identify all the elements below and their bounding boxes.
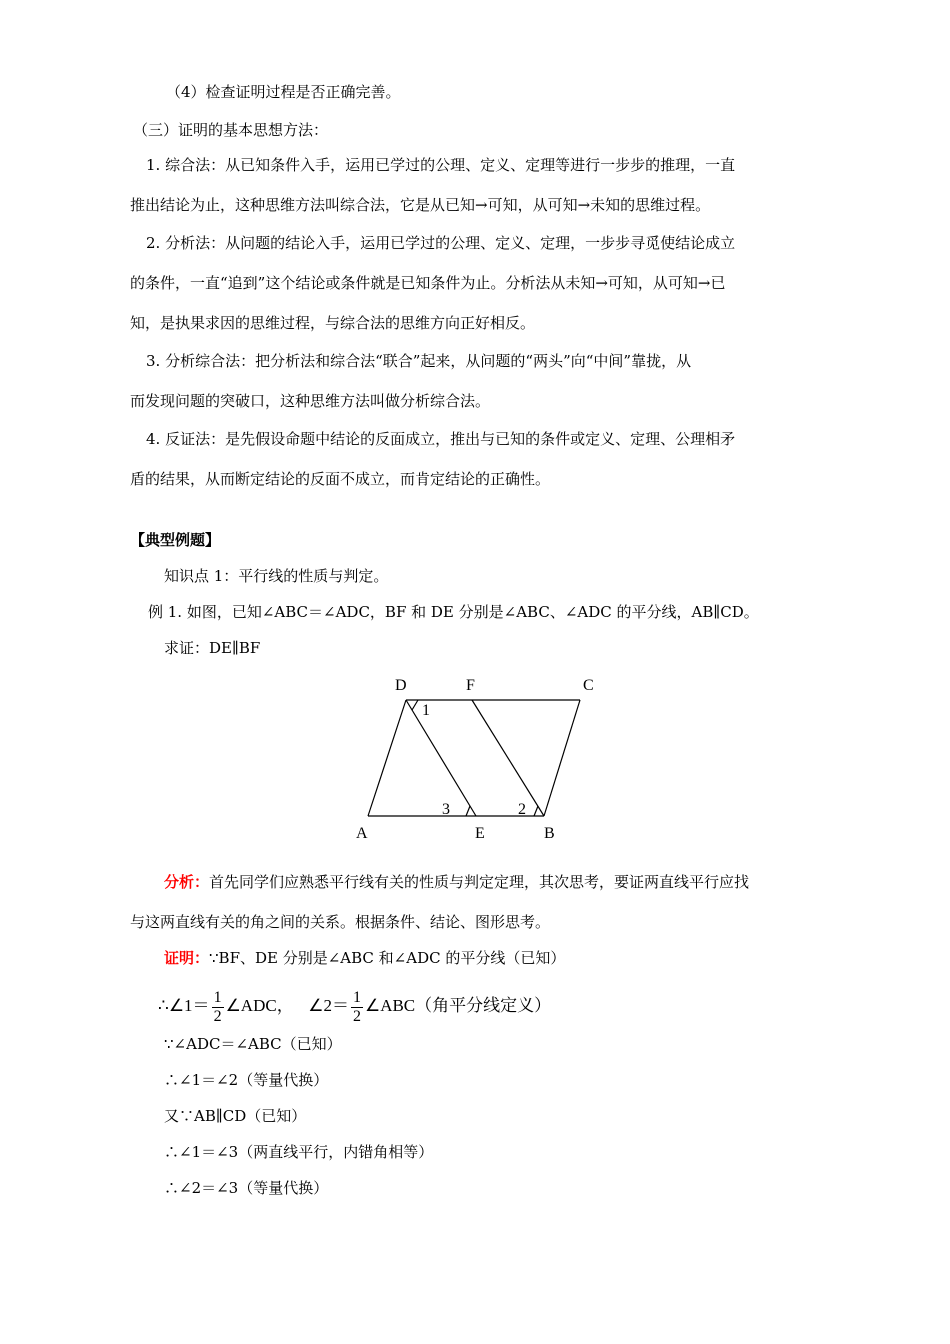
label-E: E bbox=[475, 825, 485, 842]
proof-line-3: ∵∠ADC＝∠ABC（已知） bbox=[164, 1035, 342, 1053]
label-A: A bbox=[356, 825, 368, 842]
example-1-statement: 例 1. 如图，已知∠ABC＝∠ADC，BF 和 DE 分别是∠ABC、∠ADC 的平分线，AB∥CD。 bbox=[148, 603, 759, 621]
proof-frac-pre-1: ∴∠1＝ bbox=[158, 996, 210, 1015]
label-B: B bbox=[544, 825, 555, 842]
method-3-line-1: 3. 分析综合法：把分析法和综合法“联合”起来，从问题的“两头”向“中间”靠拢，从 bbox=[146, 352, 692, 370]
segment-BC bbox=[544, 700, 580, 816]
proof-line-6: ∴∠1＝∠3（两直线平行，内错角相等） bbox=[164, 1143, 434, 1161]
proof-line-1 bbox=[164, 948, 565, 968]
fraction-numerator-1: 1 bbox=[213, 988, 222, 1006]
method-4-line-1: 4. 反证法：是先假设命题中结论的反面成立，推出与已知的条件或定义、定理、公理相矛 bbox=[146, 430, 736, 448]
method-1-line-2: 推出结论为止，这种思维方法叫综合法，它是从已知→可知，从可知→未知的思维过程。 bbox=[130, 196, 711, 214]
analysis-line-1 bbox=[164, 872, 749, 892]
proof-label: 证明： bbox=[164, 949, 210, 967]
proof-line-5: 又∵AB∥CD（已知） bbox=[164, 1107, 307, 1125]
fraction-denominator-2: 2 bbox=[352, 1007, 361, 1025]
label-angle-1: 1 bbox=[422, 702, 430, 719]
analysis-line-2: 与这两直线有关的角之间的关系。根据条件、结论、图形思考。 bbox=[130, 913, 551, 931]
proof-line-2 bbox=[158, 986, 551, 1026]
method-3-line-2: 而发现问题的突破口，这种思维方法叫做分析综合法。 bbox=[130, 392, 491, 410]
proof-text-1: ∵BF、DE 分别是∠ABC 和∠ADC 的平分线（已知） bbox=[209, 949, 566, 967]
parallelogram-figure bbox=[340, 668, 620, 848]
label-D: D bbox=[395, 677, 407, 694]
proof-line-7: ∴∠2＝∠3（等量代换） bbox=[164, 1179, 329, 1197]
label-angle-2: 2 bbox=[518, 801, 526, 818]
angle-2-arc bbox=[534, 806, 538, 816]
knowledge-point: 知识点 1：平行线的性质与判定。 bbox=[164, 567, 389, 585]
method-2-line-2: 的条件，一直“追到”这个结论或条件就是已知条件为止。分析法从未知→可知，从可知→已 bbox=[130, 274, 726, 292]
angle-3-arc bbox=[466, 806, 470, 816]
proof-frac-post-2: ∠ABC（角平分线定义） bbox=[364, 996, 552, 1015]
label-C: C bbox=[583, 677, 594, 694]
fraction-half-2 bbox=[351, 989, 363, 1026]
angle-1-arc bbox=[412, 700, 418, 710]
method-4-line-2: 盾的结果，从而断定结论的反面不成立，而肯定结论的正确性。 bbox=[130, 470, 551, 488]
proof-frac-post-1: ∠ADC， bbox=[225, 996, 294, 1015]
segment-AD bbox=[368, 700, 406, 816]
examples-heading: 【典型例题】 bbox=[130, 531, 221, 549]
label-angle-3: 3 bbox=[442, 801, 450, 818]
step-4: （4）检查证明过程是否正确完善。 bbox=[166, 83, 401, 101]
proof-line-4: ∴∠1＝∠2（等量代换） bbox=[164, 1071, 329, 1089]
segment-FB bbox=[472, 700, 544, 816]
label-F: F bbox=[466, 677, 475, 694]
analysis-label: 分析： bbox=[164, 873, 210, 891]
fraction-numerator-2: 1 bbox=[352, 988, 361, 1006]
methods-heading: （三）证明的基本思想方法： bbox=[133, 121, 329, 139]
prove-statement: 求证：DE∥BF bbox=[164, 639, 261, 657]
method-2-line-1: 2. 分析法：从问题的结论入手，运用已学过的公理、定义、定理，一步步寻觅使结论成立 bbox=[146, 234, 736, 252]
proof-frac-pre-2: ∠2＝ bbox=[308, 996, 349, 1015]
analysis-text-1: 首先同学们应熟悉平行线有关的性质与判定定理，其次思考，要证两直线平行应找 bbox=[209, 873, 750, 891]
segment-DE bbox=[406, 700, 476, 816]
fraction-half-1 bbox=[212, 989, 224, 1026]
method-2-line-3: 知，是执果求因的思维过程，与综合法的思维方向正好相反。 bbox=[130, 314, 536, 332]
fraction-denominator-1: 2 bbox=[213, 1007, 222, 1025]
method-1-line-1: 1. 综合法：从已知条件入手，运用已学过的公理、定义、定理等进行一步步的推理，一直 bbox=[146, 156, 736, 174]
